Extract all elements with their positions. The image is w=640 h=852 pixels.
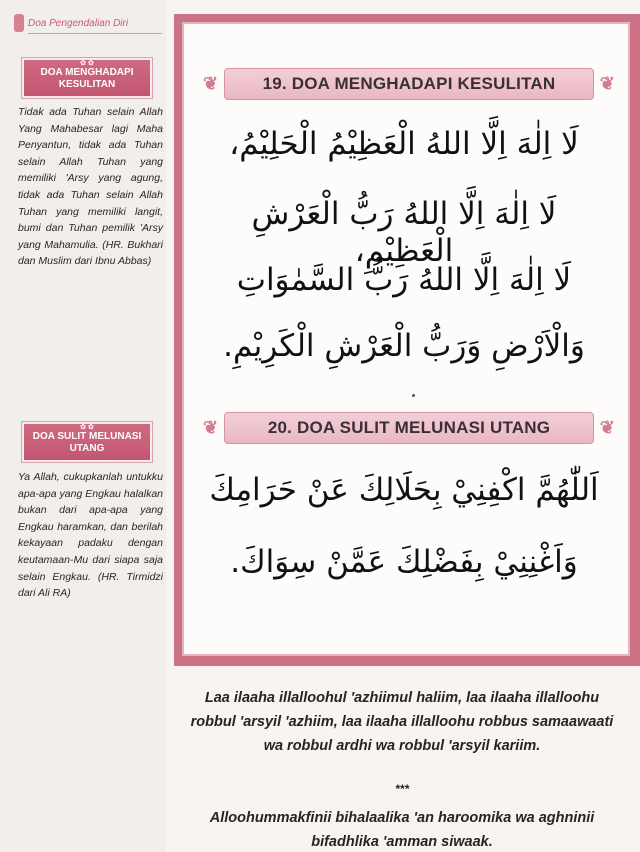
flourish-icon: ❦ [203,417,219,438]
arabic-doa-19-line-2: لَا اِلٰهَ اِلَّا اللهُ رَبُّ الْعَرْشِ الْعَظِيْمِ، [251,196,557,270]
arabic-doa-20-line-2: وَاَغْنِنِيْ بِفَضْلِكَ عَمَّنْ سِوَاكَ. [230,544,578,580]
sidebar-translation-doa-19: Tidak ada Tuhan selain Allah Yang Mahabesar lagi Maha Penyantun, tidak ada Tuhan selain Allah Tuhan yang memiliki 'Arsy yang agung, tidak ada Tuhan selain Allah Tuhan yang memiliki langit, bumi dan Tuhan pemilik 'Arsy yang Mahamulia. (HR. Bukhari dan Muslim dari Ibnu Abbas) [18,106,163,268]
flourish-icon: ❦ [203,73,219,94]
flower-icon: ✿ ✿ [80,60,94,67]
flourish-icon: ❦ [599,73,615,94]
heading-doa-19 [203,68,615,100]
arabic-doa-20-line-1: اَللّٰهُمَّ اكْفِنِيْ بِحَلَالِكَ عَنْ حَرَامِكَ [209,472,599,508]
arabic-doa-19-line-4: وَالْاَرْضِ وَرَبُّ الْعَرْشِ الْكَرِيْمِ. [223,328,585,364]
heading-doa-20-label: 20. DOA SULIT MELUNASI UTANG [267,418,551,437]
sidebar-banner-label: DOA SULIT MELUNASI UTANG [32,431,142,454]
main-panel [182,22,630,656]
transliteration-doa-20: Alloohummakfinii bihalaalika 'an haroomika wa aghninii bifadhlika 'amman siwaak. [209,810,595,850]
main-frame [174,14,640,666]
book-title: Doa Pengendalian Diri [14,12,162,34]
heading-doa-19-label: 19. DOA MENGHADAPI KESULITAN [262,74,556,93]
sidebar-banner-doa-20 [24,424,150,460]
heading-doa-20 [203,412,615,444]
flower-icon: ✿ ✿ [80,424,94,431]
flourish-icon: ❦ [599,417,615,438]
sidebar [0,0,166,852]
divider-dot [412,394,415,397]
arabic-doa-19-line-3: لَا اِلٰهَ اِلَّا اللهُ رَبُّ السَّمٰوَاتِ [236,262,572,298]
sidebar-banner-doa-19 [24,60,150,96]
arabic-doa-19-line-1: لَا اِلٰهَ اِلَّا اللهُ الْعَظِيْمُ الْحَلِيْمُ، [229,126,579,162]
transliteration-doa-19: Laa ilaaha illalloohul 'azhiimul haliim, laa ilaaha illalloohu robbul 'arsyil 'azhiim, laa ilaaha illalloohu robbus samaawaati wa robbul ardhi wa robbul 'arsyil kariim. [190,690,614,754]
transliteration-separator: *** [394,782,409,796]
sidebar-banner-label: DOA MENGHADAPI KESULITAN [40,67,134,90]
sidebar-translation-doa-20: Ya Allah, cukupkanlah untukku apa-apa yang Engkau halalkan bukan dari apa-apa yang Engkau haramkan, dan berilah kekayaan padaku dengan keutamaan-Mu dari siapa saja selain Engkau. (HR. Tirmidzi dari Ali RA) [18,471,163,600]
